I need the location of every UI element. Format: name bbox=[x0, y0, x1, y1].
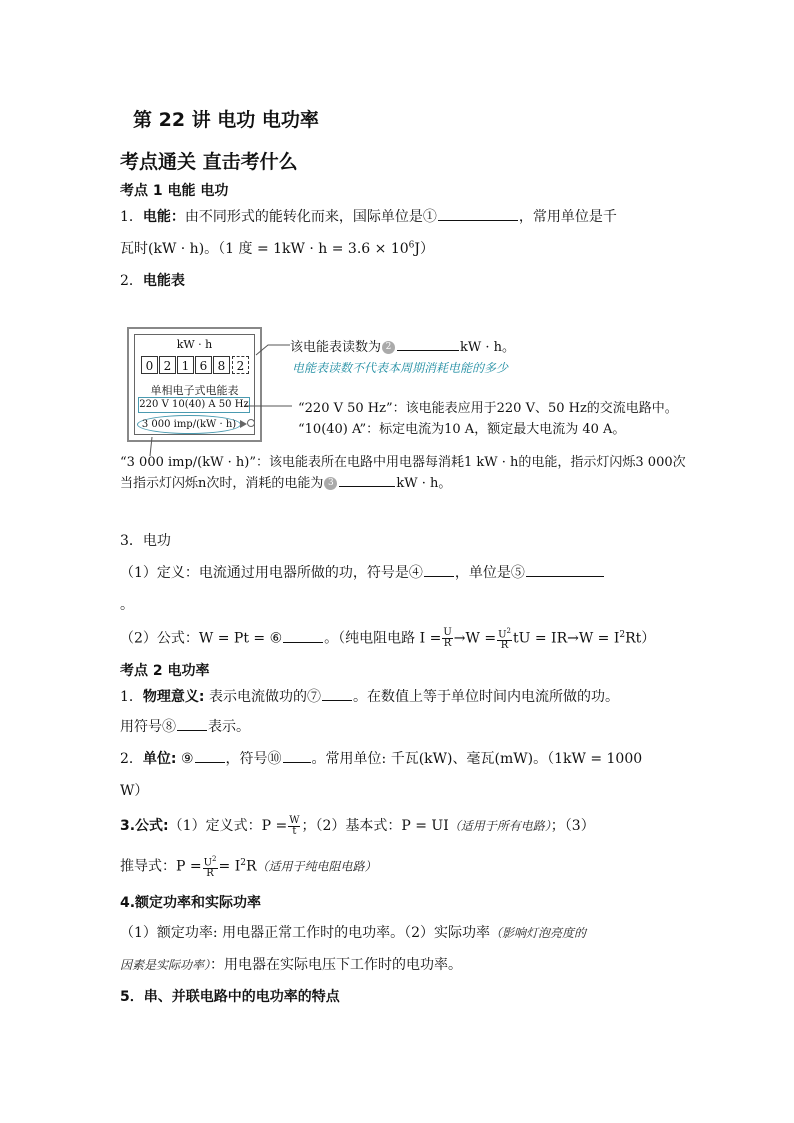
fraction-w-over-t bbox=[288, 816, 300, 837]
item-text: （1）额定功率: 用电器正常工作时的电功率。（2）实际功率 bbox=[120, 925, 490, 941]
meter-digit: 8 bbox=[213, 356, 230, 374]
meter-name: 单相电子式电能表 bbox=[150, 384, 239, 397]
kp2-unit-line2: W） bbox=[120, 783, 149, 799]
item-label: 单位: bbox=[142, 751, 177, 767]
item-number: 1． bbox=[120, 689, 143, 705]
item-text: = I bbox=[218, 858, 241, 875]
denominator: R bbox=[443, 638, 452, 650]
exponent: 2 bbox=[506, 627, 511, 635]
item3-definition bbox=[120, 562, 605, 582]
page-title: 第 22 讲 电功 电功率 bbox=[133, 109, 319, 131]
blank-10[interactable] bbox=[283, 749, 311, 763]
handwritten-text: 因素是实际功率） bbox=[120, 958, 211, 972]
item-text: 由不同形式的能转化而来，国际单位是① bbox=[184, 209, 437, 225]
item3-heading: 3．电功 bbox=[120, 533, 171, 549]
voltage-annotation: “220 V 50 Hz”：该电能表应用于220 V、50 Hz的交流电路中。 bbox=[298, 401, 678, 416]
u-symbol: U bbox=[498, 629, 507, 641]
rated-power-heading: 4.额定功率和实际功率 bbox=[120, 895, 262, 911]
exponent: 6 bbox=[408, 240, 415, 251]
circle-number: 3 bbox=[324, 477, 337, 490]
item-text: 瓦时(kW · h)。（1 度 = 1kW · h = 3.6 × 10 bbox=[120, 241, 409, 257]
exponent: 2 bbox=[240, 858, 246, 869]
item-text: 。在数值上等于单位时间内电流所做的功。 bbox=[352, 689, 619, 705]
handwritten-text: （适用于纯电阻电路） bbox=[256, 859, 377, 874]
item-number: 1． bbox=[120, 209, 143, 225]
kp2-meaning-line2 bbox=[120, 716, 250, 736]
denominator: R bbox=[500, 640, 509, 652]
item-text: （2）公式：W = Pt = ⑥ bbox=[120, 630, 283, 647]
kp2-meaning-line1 bbox=[120, 686, 619, 706]
item-text: ，常用单位是千 bbox=[518, 209, 617, 225]
item-text: 。常用单位: 千瓦(kW)、毫瓦(mW)。（1kW = 1000 bbox=[311, 751, 643, 767]
kp2-formula-line1 bbox=[120, 815, 595, 837]
item-text: tU = IR→W = I bbox=[512, 630, 620, 647]
meter-digit: 6 bbox=[195, 356, 212, 374]
anno-text: kW · h。 bbox=[396, 476, 452, 491]
kp2-unit-line1 bbox=[120, 748, 642, 768]
leader-lines bbox=[0, 0, 794, 520]
fraction-u-over-r bbox=[442, 628, 452, 649]
anno-text: 当指示灯闪烁n次时，消耗的电能为 bbox=[120, 476, 324, 491]
item-label: 电能表 bbox=[142, 273, 185, 289]
meter-digit-decimal: 2 bbox=[232, 356, 249, 374]
item-text: R bbox=[245, 858, 257, 875]
anno-text: 该电能表读数为 bbox=[290, 340, 382, 355]
item-text: 表示电流做功的⑦ bbox=[204, 689, 321, 705]
numerator: W bbox=[289, 814, 300, 826]
item-text: ，符号⑩ bbox=[225, 751, 282, 767]
numerator bbox=[497, 626, 512, 641]
item-text: 推导式：P = bbox=[120, 858, 202, 875]
blank-2[interactable] bbox=[397, 337, 459, 351]
blank-3[interactable] bbox=[339, 473, 395, 487]
series-parallel-heading: 5．串、并联电路中的电功率的特点 bbox=[120, 989, 340, 1005]
item-text: ⑨ bbox=[176, 751, 194, 767]
blank-8[interactable] bbox=[177, 717, 207, 731]
meter-digit: 0 bbox=[141, 356, 158, 374]
item-number: 2． bbox=[120, 273, 143, 289]
exponent: 2 bbox=[619, 630, 626, 641]
item-text: 表示。 bbox=[208, 719, 250, 735]
meter-unit: kW · h bbox=[176, 338, 213, 351]
item-text: ：用电器在实际电压下工作时的电功率。 bbox=[210, 957, 463, 973]
fraction-u2-over-r bbox=[203, 854, 218, 879]
circle-number: 2 bbox=[382, 341, 395, 354]
exponent: 2 bbox=[212, 855, 217, 863]
item-text: 用符号⑧ bbox=[120, 719, 176, 735]
anno-text: kW · h。 bbox=[460, 340, 516, 355]
item-text: Rt） bbox=[625, 630, 656, 647]
imp-annotation-line2 bbox=[120, 472, 451, 491]
numerator bbox=[203, 854, 218, 869]
item-text: （1）定义式：P = bbox=[168, 818, 288, 834]
fraction-u2-over-r bbox=[497, 626, 512, 651]
blank-6[interactable] bbox=[283, 629, 323, 643]
denominator: t bbox=[292, 825, 297, 837]
item-number: 2． bbox=[120, 751, 143, 767]
item-text: J） bbox=[414, 241, 434, 257]
u-symbol: U bbox=[203, 857, 213, 869]
item-text: ；（2）基本式：P = UI bbox=[301, 818, 449, 834]
section-title: 考点通关 直击考什么 bbox=[120, 151, 298, 173]
item-text: ；（3） bbox=[550, 818, 595, 834]
handwritten-text: （影响灯泡亮度的 bbox=[489, 926, 586, 940]
blank-7[interactable] bbox=[322, 687, 352, 701]
meter-digit: 2 bbox=[159, 356, 176, 374]
imp-annotation-line1: “3 000 imp/(kW · h)”：该电能表所在电路中用电器每消耗1 kW · h的电能，指示灯闪烁3 000次 bbox=[120, 455, 686, 470]
denominator: R bbox=[206, 868, 214, 880]
handwritten-text: （适用于所有电路） bbox=[448, 819, 551, 833]
blank-5[interactable] bbox=[526, 563, 604, 577]
blank-4[interactable] bbox=[424, 563, 454, 577]
meter-reading-annotation bbox=[290, 336, 515, 355]
item-text: 。（纯电阻电路 I = bbox=[324, 630, 442, 647]
rated-power-line1 bbox=[120, 922, 586, 942]
item3-formula bbox=[120, 626, 655, 651]
item-text: （1）定义：电流通过用电器所做的功，符号是④ bbox=[120, 565, 423, 581]
meter-rating: 220 V 10(40) A 50 Hz bbox=[138, 397, 250, 413]
blank-9[interactable] bbox=[195, 749, 225, 763]
item3-definition-end: 。 bbox=[120, 597, 134, 613]
current-annotation: “10(40) A”：标定电流为10 A，额定最大电流为 40 A。 bbox=[298, 422, 626, 437]
item-label: 3.公式: bbox=[120, 818, 169, 834]
kp2-formula-line2 bbox=[120, 854, 377, 879]
handwritten-note: 电能表读数不代表本周期消耗电能的多少 bbox=[292, 361, 509, 375]
numerator: U bbox=[443, 627, 452, 639]
kp2-heading: 考点 2 电功率 bbox=[120, 663, 210, 679]
item-label: 物理意义: bbox=[142, 689, 205, 705]
kp1-heading: 考点 1 电能 电功 bbox=[120, 183, 229, 199]
rated-power-line2 bbox=[120, 954, 462, 974]
meter-digit: 1 bbox=[177, 356, 194, 374]
item-text: ，单位是⑤ bbox=[454, 565, 525, 581]
item-text: →W = bbox=[453, 630, 497, 647]
item-label: 电能： bbox=[142, 209, 185, 225]
meter-imp-label: 3 000 imp/(kW · h) bbox=[137, 415, 241, 434]
